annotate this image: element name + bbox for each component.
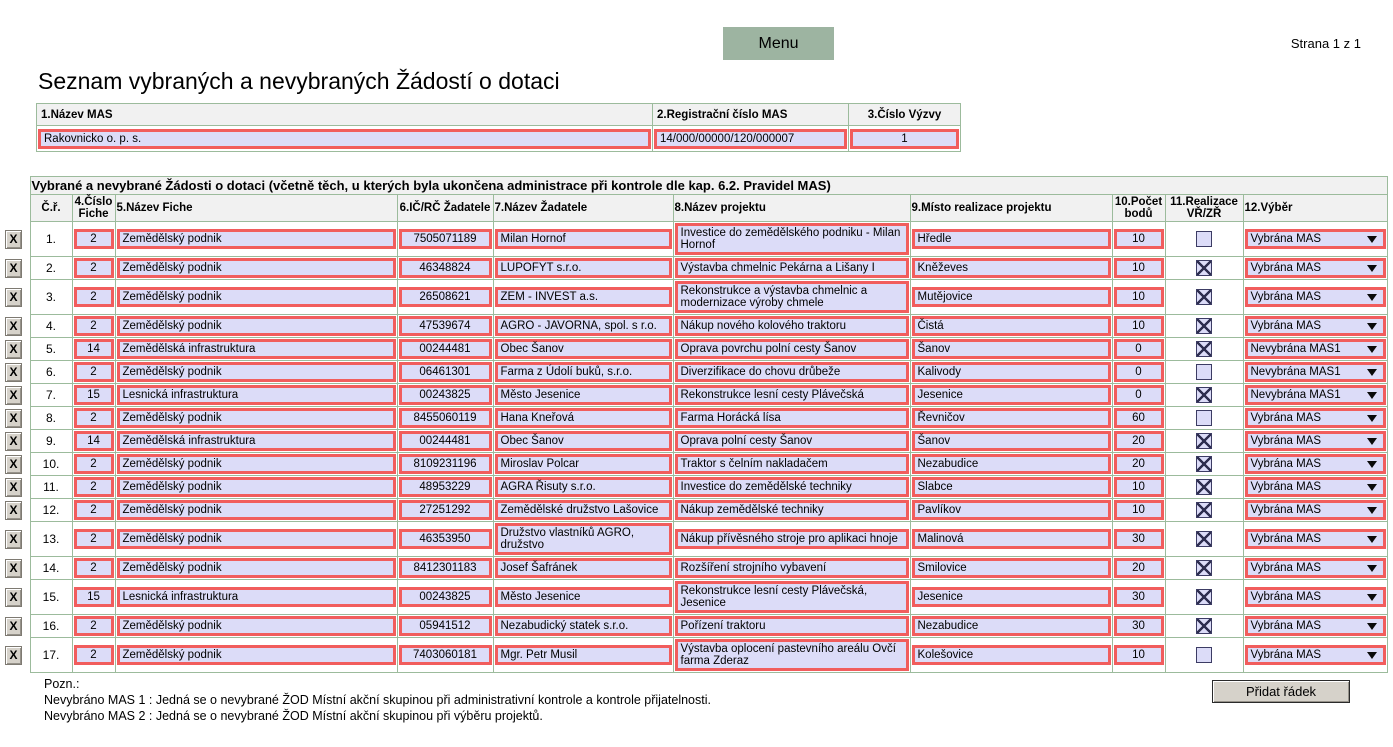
realization-place-field[interactable]: Mutějovice xyxy=(912,287,1111,307)
points-field[interactable]: 10 xyxy=(1114,287,1164,307)
chevron-down-icon xyxy=(1367,415,1377,422)
info-header-cislo-vyzvy: 3.Číslo Výzvy xyxy=(849,104,961,126)
realization-checkbox[interactable] xyxy=(1196,318,1212,334)
points-field[interactable]: 20 xyxy=(1114,454,1164,474)
ic-rc-field[interactable]: 46353950 xyxy=(399,529,492,549)
realization-place-field[interactable]: Kněževes xyxy=(912,258,1111,278)
row-number: 13. xyxy=(30,522,72,557)
column-header-1: Č.ř. xyxy=(30,195,72,222)
realization-checkbox[interactable] xyxy=(1196,364,1212,380)
points-field[interactable]: 30 xyxy=(1114,587,1164,607)
chevron-down-icon xyxy=(1367,461,1377,468)
fiche-name-field[interactable]: Zemědělská infrastruktura xyxy=(117,431,396,451)
selection-dropdown[interactable] xyxy=(1245,500,1386,520)
fiche-number-field[interactable]: 2 xyxy=(74,229,114,249)
realization-checkbox[interactable] xyxy=(1196,618,1212,634)
chevron-down-icon xyxy=(1367,323,1377,330)
selection-value: Vybrána MAS xyxy=(1250,591,1322,603)
points-field[interactable]: 30 xyxy=(1114,529,1164,549)
delete-row-button[interactable]: X xyxy=(5,363,22,382)
realization-checkbox[interactable] xyxy=(1196,456,1212,472)
info-header-registracni-cislo: 2.Registrační číslo MAS xyxy=(653,104,849,126)
fiche-name-field[interactable]: Zemědělský podnik xyxy=(117,477,396,497)
project-name-field[interactable]: Investice do zemědělské techniky xyxy=(675,477,909,497)
points-field[interactable]: 10 xyxy=(1114,229,1164,249)
fiche-number-field[interactable]: 2 xyxy=(74,616,114,636)
realization-checkbox[interactable] xyxy=(1196,260,1212,276)
points-field[interactable]: 20 xyxy=(1114,431,1164,451)
realization-checkbox[interactable] xyxy=(1196,387,1212,403)
realization-place-field[interactable]: Hředle xyxy=(912,229,1111,249)
table-row xyxy=(4,499,1387,522)
fiche-name-field[interactable]: Zemědělský podnik xyxy=(117,558,396,578)
points-field[interactable]: 10 xyxy=(1114,258,1164,278)
delete-row-button[interactable]: X xyxy=(5,259,22,278)
chevron-down-icon xyxy=(1367,265,1377,272)
column-header-2: 4.Číslo Fiche xyxy=(72,195,115,222)
points-field[interactable]: 0 xyxy=(1114,362,1164,382)
fiche-number-field[interactable]: 2 xyxy=(74,645,114,665)
realization-place-field[interactable]: Malinová xyxy=(912,529,1111,549)
ic-rc-field[interactable]: 7403060181 xyxy=(399,645,492,665)
selection-value: Vybrána MAS xyxy=(1250,504,1322,516)
ic-rc-field[interactable]: 27251292 xyxy=(399,500,492,520)
chevron-down-icon xyxy=(1367,369,1377,376)
project-name-field[interactable]: Výstavba oplocení pastevního areálu Ovčí farma Zderaz xyxy=(675,639,909,671)
selection-value: Nevybrána MAS1 xyxy=(1250,343,1341,355)
fiche-number-field[interactable]: 2 xyxy=(74,477,114,497)
row-number: 3. xyxy=(30,280,72,315)
project-name-field[interactable]: Rozšíření strojního vybavení xyxy=(675,558,909,578)
ic-rc-field[interactable]: 00244481 xyxy=(399,431,492,451)
fiche-number-field[interactable]: 2 xyxy=(74,287,114,307)
row-number: 4. xyxy=(30,315,72,338)
fiche-name-field[interactable]: Zemědělský podnik xyxy=(117,408,396,428)
row-number: 2. xyxy=(30,257,72,280)
chevron-down-icon xyxy=(1367,507,1377,514)
applicant-name-field[interactable]: Milan Hornof xyxy=(495,229,672,249)
project-name-field[interactable]: Oprava povrchu polní cesty Šanov xyxy=(675,339,909,359)
table-row xyxy=(4,222,1387,257)
delete-row-button[interactable]: X xyxy=(5,230,22,249)
table-row xyxy=(4,280,1387,315)
realization-place-field[interactable]: Pavlíkov xyxy=(912,500,1111,520)
page-indicator: Strana 1 z 1 xyxy=(1290,36,1361,51)
realization-place-field[interactable]: Nezabudice xyxy=(912,616,1111,636)
chevron-down-icon xyxy=(1367,652,1377,659)
table-row xyxy=(4,638,1387,673)
ic-rc-field[interactable]: 8109231196 xyxy=(399,454,492,474)
column-header-4: 6.IČ/RČ Žadatele xyxy=(397,195,493,222)
selection-value: Vybrána MAS xyxy=(1250,262,1322,274)
points-field[interactable]: 0 xyxy=(1114,339,1164,359)
delete-row-button[interactable]: X xyxy=(5,455,22,474)
selection-dropdown[interactable] xyxy=(1245,616,1386,636)
table-title-row xyxy=(4,177,1387,195)
chevron-down-icon xyxy=(1367,294,1377,301)
applicant-name-field[interactable]: Zemědělské družstvo Lašovice xyxy=(495,500,672,520)
table-row xyxy=(4,257,1387,280)
chevron-down-icon xyxy=(1367,438,1377,445)
selection-dropdown[interactable] xyxy=(1245,316,1386,336)
selection-dropdown[interactable] xyxy=(1245,431,1386,451)
cislo-vyzvy-field[interactable]: 1 xyxy=(850,129,959,149)
applicant-name-field[interactable]: Miroslav Polcar xyxy=(495,454,672,474)
delete-row-button[interactable]: X xyxy=(5,340,22,359)
realization-checkbox[interactable] xyxy=(1196,231,1212,247)
table-row xyxy=(4,522,1387,557)
selection-dropdown[interactable] xyxy=(1245,287,1386,307)
fiche-number-field[interactable]: 15 xyxy=(74,587,114,607)
chevron-down-icon xyxy=(1367,623,1377,630)
column-header-5: 7.Název Žadatele xyxy=(493,195,673,222)
realization-place-field[interactable]: Šanov xyxy=(912,339,1111,359)
applicant-name-field[interactable]: Obec Šanov xyxy=(495,339,672,359)
selection-value: Vybrána MAS xyxy=(1250,649,1322,661)
column-header-9: 11.Realizace VŘ/ZŘ xyxy=(1165,195,1243,222)
row-number: 14. xyxy=(30,557,72,580)
row-number: 5. xyxy=(30,338,72,361)
selection-value: Nevybrána MAS1 xyxy=(1250,389,1341,401)
table-row xyxy=(4,580,1387,615)
applications-table xyxy=(4,176,1388,673)
applicant-name-field[interactable]: Josef Šafránek xyxy=(495,558,672,578)
selection-dropdown[interactable] xyxy=(1245,339,1386,359)
applicant-name-field[interactable]: Město Jesenice xyxy=(495,587,672,607)
row-number: 9. xyxy=(30,430,72,453)
realization-checkbox[interactable] xyxy=(1196,289,1212,305)
points-field[interactable]: 30 xyxy=(1114,616,1164,636)
selection-value: Vybrána MAS xyxy=(1250,562,1322,574)
ic-rc-field[interactable]: 7505071189 xyxy=(399,229,492,249)
ic-rc-field[interactable]: 48953229 xyxy=(399,477,492,497)
delete-row-button[interactable]: X xyxy=(5,559,22,578)
selection-dropdown[interactable] xyxy=(1245,454,1386,474)
selection-value: Vybrána MAS xyxy=(1250,620,1322,632)
table-row xyxy=(4,315,1387,338)
mas-info-table xyxy=(36,103,961,152)
column-header-8: 10.Počet bodů xyxy=(1112,195,1165,222)
realization-place-field[interactable]: Šanov xyxy=(912,431,1111,451)
row-number: 16. xyxy=(30,615,72,638)
fiche-name-field[interactable]: Zemědělský podnik xyxy=(117,287,396,307)
realization-checkbox[interactable] xyxy=(1196,647,1212,663)
fiche-number-field[interactable]: 2 xyxy=(74,529,114,549)
applicant-name-field[interactable]: Nezabudický statek s.r.o. xyxy=(495,616,672,636)
selection-dropdown[interactable] xyxy=(1245,587,1386,607)
row-number: 7. xyxy=(30,384,72,407)
fiche-number-field[interactable]: 2 xyxy=(74,558,114,578)
applicant-name-field[interactable]: ZEM - INVEST a.s. xyxy=(495,287,672,307)
fiche-name-field[interactable]: Zemědělský podnik xyxy=(117,500,396,520)
fiche-number-field[interactable]: 2 xyxy=(74,454,114,474)
fiche-number-field[interactable]: 2 xyxy=(74,500,114,520)
fiche-name-field[interactable]: Zemědělský podnik xyxy=(117,229,396,249)
realization-place-field[interactable]: Smilovice xyxy=(912,558,1111,578)
realization-checkbox[interactable] xyxy=(1196,479,1212,495)
points-field[interactable]: 0 xyxy=(1114,385,1164,405)
chevron-down-icon xyxy=(1367,346,1377,353)
project-name-field[interactable]: Nákup přívěsného stroje pro aplikaci hnoje xyxy=(675,529,909,549)
menu-button[interactable]: Menu xyxy=(723,27,834,60)
project-name-field[interactable]: Rekonstrukce lesní cesty Plávečská, Jesenice xyxy=(675,581,909,613)
realization-checkbox[interactable] xyxy=(1196,410,1212,426)
fiche-name-field[interactable]: Zemědělský podnik xyxy=(117,454,396,474)
top-bar xyxy=(0,0,1393,66)
selection-value: Vybrána MAS xyxy=(1250,320,1322,332)
ic-rc-field[interactable]: 47539674 xyxy=(399,316,492,336)
fiche-number-field[interactable]: 2 xyxy=(74,362,114,382)
applicant-name-field[interactable]: Farma z Údolí buků, s.r.o. xyxy=(495,362,672,382)
ic-rc-field[interactable]: 06461301 xyxy=(399,362,492,382)
applicant-name-field[interactable]: Družstvo vlastníků AGRO, družstvo xyxy=(495,523,672,555)
project-name-field[interactable]: Rekonstrukce a výstavba chmelnic a modernizace výroby chmele xyxy=(675,281,909,313)
delete-row-button[interactable]: X xyxy=(5,478,22,497)
row-number: 15. xyxy=(30,580,72,615)
realization-place-field[interactable]: Nezabudice xyxy=(912,454,1111,474)
delete-row-button[interactable]: X xyxy=(5,432,22,451)
selection-dropdown[interactable] xyxy=(1245,408,1386,428)
table-row xyxy=(4,453,1387,476)
chevron-down-icon xyxy=(1367,236,1377,243)
selection-dropdown[interactable] xyxy=(1245,529,1386,549)
column-header-6: 8.Název projektu xyxy=(673,195,910,222)
project-name-field[interactable]: Oprava polní cesty Šanov xyxy=(675,431,909,451)
selection-dropdown[interactable] xyxy=(1245,229,1386,249)
ic-rc-field[interactable]: 00243825 xyxy=(399,385,492,405)
row-number: 11. xyxy=(30,476,72,499)
fiche-name-field[interactable]: Zemědělský podnik xyxy=(117,616,396,636)
points-field[interactable]: 20 xyxy=(1114,558,1164,578)
project-name-field[interactable]: Nákup zemědělské techniky xyxy=(675,500,909,520)
fiche-name-field[interactable]: Zemědělský podnik xyxy=(117,316,396,336)
fiche-name-field[interactable]: Lesnická infrastruktura xyxy=(117,385,396,405)
delete-row-button[interactable]: X xyxy=(5,501,22,520)
note-mas2: Nevybráno MAS 2 : Jedná se o nevybrané ŽOD Místní akční skupinou při výběru projektů. xyxy=(44,709,543,723)
fiche-name-field[interactable]: Zemědělský podnik xyxy=(117,258,396,278)
fiche-name-field[interactable]: Zemědělská infrastruktura xyxy=(117,339,396,359)
selection-value: Vybrána MAS xyxy=(1250,291,1322,303)
points-field[interactable]: 60 xyxy=(1114,408,1164,428)
row-number: 17. xyxy=(30,638,72,673)
realization-checkbox[interactable] xyxy=(1196,589,1212,605)
table-row xyxy=(4,615,1387,638)
realization-place-field[interactable]: Čistá xyxy=(912,316,1111,336)
realization-place-field[interactable]: Kalivody xyxy=(912,362,1111,382)
table-row xyxy=(4,557,1387,580)
row-number: 1. xyxy=(30,222,72,257)
ic-rc-field[interactable]: 05941512 xyxy=(399,616,492,636)
fiche-name-field[interactable]: Zemědělský podnik xyxy=(117,645,396,665)
column-header-10: 12.Výběr xyxy=(1243,195,1387,222)
selection-value: Vybrána MAS xyxy=(1250,233,1322,245)
realization-place-field[interactable]: Řevničov xyxy=(912,408,1111,428)
applicant-name-field[interactable]: AGRA Řisuty s.r.o. xyxy=(495,477,672,497)
points-field[interactable]: 10 xyxy=(1114,477,1164,497)
delete-row-button[interactable]: X xyxy=(5,530,22,549)
realization-checkbox[interactable] xyxy=(1196,433,1212,449)
project-name-field[interactable]: Farma Horácká lísa xyxy=(675,408,909,428)
project-name-field[interactable]: Pořízení traktoru xyxy=(675,616,909,636)
table-row xyxy=(4,476,1387,499)
fiche-number-field[interactable]: 15 xyxy=(74,385,114,405)
ic-rc-field[interactable]: 8412301183 xyxy=(399,558,492,578)
chevron-down-icon xyxy=(1367,594,1377,601)
fiche-number-field[interactable]: 2 xyxy=(74,408,114,428)
ic-rc-field[interactable]: 8455060119 xyxy=(399,408,492,428)
note-label: Pozn.: xyxy=(44,677,80,691)
fiche-name-field[interactable]: Lesnická infrastruktura xyxy=(117,587,396,607)
realization-place-field[interactable]: Slabce xyxy=(912,477,1111,497)
ic-rc-field[interactable]: 00243825 xyxy=(399,587,492,607)
chevron-down-icon xyxy=(1367,392,1377,399)
footer xyxy=(0,676,1393,724)
row-number: 12. xyxy=(30,499,72,522)
realization-place-field[interactable]: Jesenice xyxy=(912,385,1111,405)
applicant-name-field[interactable]: Obec Šanov xyxy=(495,431,672,451)
project-name-field[interactable]: Výstavba chmelnic Pekárna a Lišany I xyxy=(675,258,909,278)
selection-dropdown[interactable] xyxy=(1245,362,1386,382)
table-title: Vybrané a nevybrané Žádosti o dotaci (včetně těch, u kterých byla ukončena administrace při kontrole dle kap. 6.2. Pravidel MAS) xyxy=(30,177,1387,195)
selection-dropdown[interactable] xyxy=(1245,558,1386,578)
selection-value: Vybrána MAS xyxy=(1250,533,1322,545)
points-field[interactable]: 10 xyxy=(1114,316,1164,336)
ic-rc-field[interactable]: 46348824 xyxy=(399,258,492,278)
realization-checkbox[interactable] xyxy=(1196,502,1212,518)
project-name-field[interactable]: Diverzifikace do chovu drůbeže xyxy=(675,362,909,382)
ic-rc-field[interactable]: 00244481 xyxy=(399,339,492,359)
realization-checkbox[interactable] xyxy=(1196,341,1212,357)
delete-row-button[interactable]: X xyxy=(5,617,22,636)
nazev-mas-field[interactable]: Rakovnicko o. p. s. xyxy=(38,129,651,149)
ic-rc-field[interactable]: 26508621 xyxy=(399,287,492,307)
points-field[interactable]: 10 xyxy=(1114,645,1164,665)
selection-value: Vybrána MAS xyxy=(1250,481,1322,493)
fiche-number-field[interactable]: 14 xyxy=(74,339,114,359)
table-row xyxy=(4,361,1387,384)
project-name-field[interactable]: Traktor s čelním nakladačem xyxy=(675,454,909,474)
selection-dropdown[interactable] xyxy=(1245,477,1386,497)
table-header-row xyxy=(4,195,1387,222)
applicant-name-field[interactable]: Hana Kneřová xyxy=(495,408,672,428)
selection-value: Vybrána MAS xyxy=(1250,435,1322,447)
points-field[interactable]: 10 xyxy=(1114,500,1164,520)
table-row xyxy=(4,338,1387,361)
chevron-down-icon xyxy=(1367,536,1377,543)
fiche-number-field[interactable]: 2 xyxy=(74,316,114,336)
delete-row-button[interactable]: X xyxy=(5,646,22,665)
fiche-name-field[interactable]: Zemědělský podnik xyxy=(117,529,396,549)
applicant-name-field[interactable]: Město Jesenice xyxy=(495,385,672,405)
realization-checkbox[interactable] xyxy=(1196,560,1212,576)
applicant-name-field[interactable]: AGRO - JAVORNA, spol. s r.o. xyxy=(495,316,672,336)
table-row xyxy=(4,407,1387,430)
selection-dropdown[interactable] xyxy=(1245,645,1386,665)
delete-row-button[interactable]: X xyxy=(5,409,22,428)
selection-value: Nevybrána MAS1 xyxy=(1250,366,1341,378)
column-header-7: 9.Místo realizace projektu xyxy=(910,195,1112,222)
chevron-down-icon xyxy=(1367,565,1377,572)
applicant-name-field[interactable]: Mgr. Petr Musil xyxy=(495,645,672,665)
project-name-field[interactable]: Nákup nového kolového traktoru xyxy=(675,316,909,336)
selection-dropdown[interactable] xyxy=(1245,385,1386,405)
realization-checkbox[interactable] xyxy=(1196,531,1212,547)
fiche-number-field[interactable]: 14 xyxy=(74,431,114,451)
selection-value: Vybrána MAS xyxy=(1250,458,1322,470)
fiche-name-field[interactable]: Zemědělský podnik xyxy=(117,362,396,382)
realization-place-field[interactable]: Kolešovice xyxy=(912,645,1111,665)
delete-row-button[interactable]: X xyxy=(5,317,22,336)
delete-row-button[interactable]: X xyxy=(5,288,22,307)
info-header-nazev-mas: 1.Název MAS xyxy=(37,104,653,126)
add-row-button[interactable]: Přidat řádek xyxy=(1212,680,1350,703)
selection-dropdown[interactable] xyxy=(1245,258,1386,278)
applicant-name-field[interactable]: LUPOFYT s.r.o. xyxy=(495,258,672,278)
project-name-field[interactable]: Rekonstrukce lesní cesty Plávečská xyxy=(675,385,909,405)
chevron-down-icon xyxy=(1367,484,1377,491)
project-name-field[interactable]: Investice do zemědělského podniku - Milan Hornof xyxy=(675,223,909,255)
delete-row-button[interactable]: X xyxy=(5,386,22,405)
realization-place-field[interactable]: Jesenice xyxy=(912,587,1111,607)
fiche-number-field[interactable]: 2 xyxy=(74,258,114,278)
note-mas1: Nevybráno MAS 1 : Jedná se o nevybrané ŽOD Místní akční skupinou při administrativní kontrole a kontrole přijatelnosti. xyxy=(44,693,711,707)
table-row xyxy=(4,384,1387,407)
selection-value: Vybrána MAS xyxy=(1250,412,1322,424)
row-number: 10. xyxy=(30,453,72,476)
row-number: 6. xyxy=(30,361,72,384)
row-number: 8. xyxy=(30,407,72,430)
table-row xyxy=(4,430,1387,453)
delete-row-button[interactable]: X xyxy=(5,588,22,607)
page-title: Seznam vybraných a nevybraných Žádostí o dotaci xyxy=(38,68,560,94)
registracni-cislo-field[interactable]: 14/000/00000/120/000007 xyxy=(654,129,847,149)
column-header-3: 5.Název Fiche xyxy=(115,195,397,222)
